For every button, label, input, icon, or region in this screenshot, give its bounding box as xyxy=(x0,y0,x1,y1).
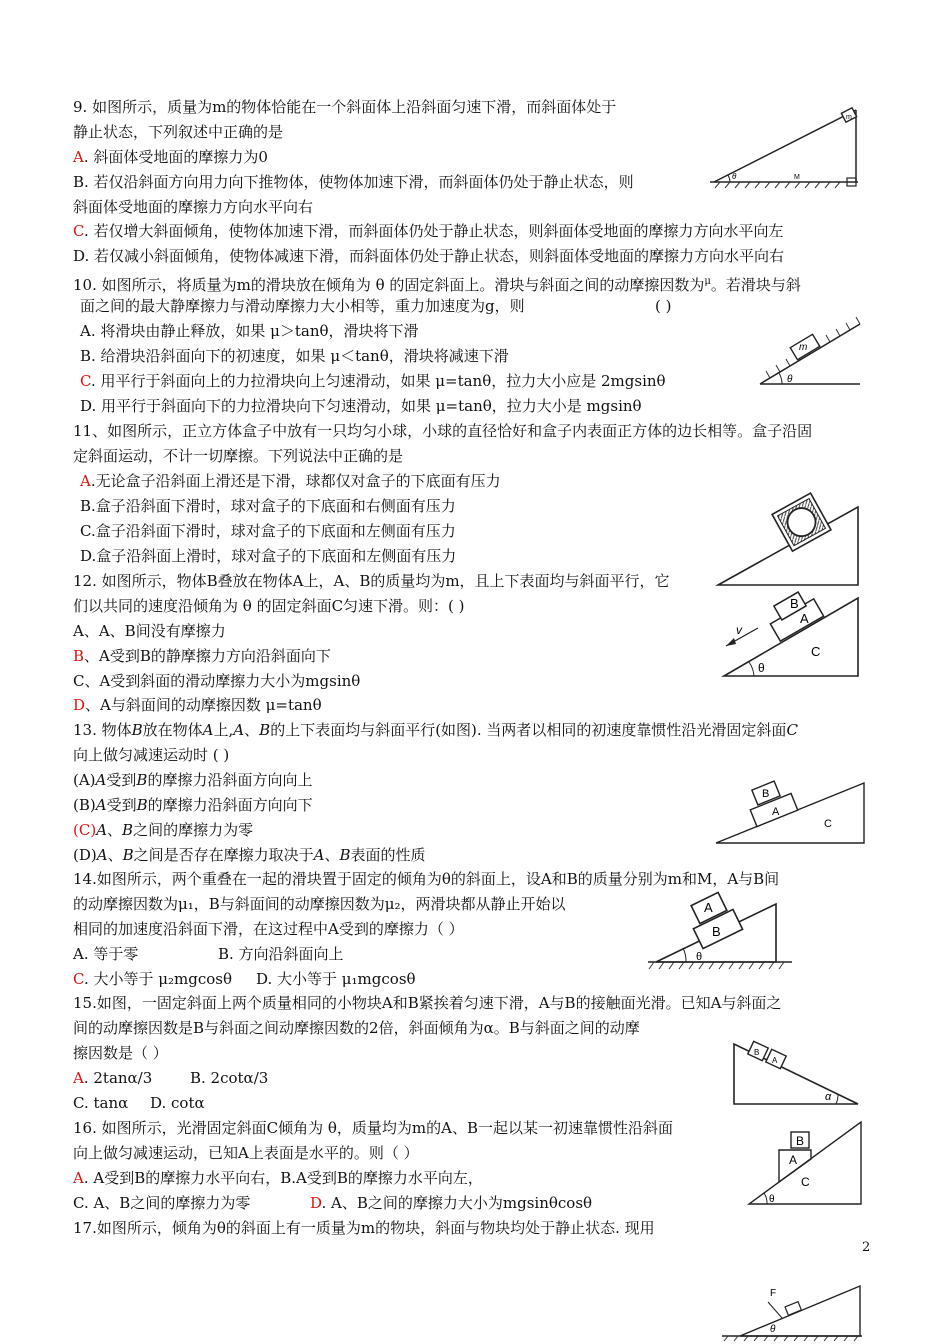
q14-fig-B: B xyxy=(712,924,721,939)
q10-option-c-mark: C xyxy=(80,372,91,390)
q15-stem-line2: 间的动摩擦因数是B与斜面之间动摩擦因数的2倍，斜面倾角为α。B与斜面之间的动摩 xyxy=(73,1019,640,1037)
q13-fig-C: C xyxy=(824,818,832,830)
q13-a-B: B xyxy=(136,771,148,789)
q13-fig-A: A xyxy=(772,806,780,818)
q13-d-label: (D) xyxy=(73,846,97,864)
q9-fig-M: M xyxy=(794,174,800,181)
q13-c-A: A xyxy=(96,821,108,839)
q13-option-d xyxy=(73,846,426,865)
q13-a-mid: 受到 xyxy=(106,771,137,789)
q12-fig-theta: θ xyxy=(758,661,765,675)
q12-option-d-mark: D xyxy=(73,696,86,714)
q12-option-d xyxy=(73,696,322,715)
q9-option-a-mark: A xyxy=(73,148,84,166)
q9-option-c-mark: C xyxy=(73,222,84,240)
q12-option-a: A、A、B间没有摩擦力 xyxy=(73,622,226,640)
q12-fig-B: B xyxy=(790,596,799,611)
q11-option-a-text: .无论盒子沿斜面上滑还是下滑，球都仅对盒子的下底面有压力 xyxy=(90,472,501,490)
q13-stem-A2: A xyxy=(233,721,245,739)
q13-stem-d: 、 xyxy=(244,721,260,739)
q13-c-label: (C) xyxy=(73,821,97,839)
q13-d-A2: A xyxy=(313,846,325,864)
q16-fig-C: C xyxy=(801,1175,810,1189)
q12-option-b xyxy=(73,647,331,666)
q11-figure xyxy=(714,485,864,589)
q13-c-B: B xyxy=(122,821,134,839)
q10-stem-a: 10. 如图所示，将质量为m的滑块放在倾角为 θ 的固定斜面上。滑块与斜面之间的动摩擦因数为 xyxy=(73,276,705,294)
q17-stem-line1: 17.如图所示，倾角为θ的斜面上有一质量为m的物块，斜面与物块均处于静止状态. 现用 xyxy=(73,1219,655,1237)
q13-stem-C: C xyxy=(786,721,798,739)
q12-figure xyxy=(714,590,864,682)
q10-fig-m: m xyxy=(799,342,808,353)
q16-option-a xyxy=(73,1169,483,1188)
q16-option-a-text: . A受到B的摩擦力水平向右，B.A受到B的摩擦力水平向左， xyxy=(83,1169,483,1187)
q13-d-mid2: 之间是否存在摩擦力取决于 xyxy=(133,846,314,864)
q10-option-c xyxy=(80,372,666,391)
q16-option-d xyxy=(310,1194,592,1213)
q9-fig-theta: θ xyxy=(732,172,737,181)
q13-stem-e: 的上下表面均与斜面平行(如图). 当两者以相同的初速度靠惯性沿光滑固定斜面 xyxy=(270,721,787,739)
q12-fig-A: A xyxy=(800,611,809,626)
q13-b-B: B xyxy=(136,796,148,814)
q13-stem-A: A xyxy=(202,721,214,739)
q11-option-a-mark: A xyxy=(80,472,91,490)
q16-option-d-mark: D xyxy=(310,1194,322,1212)
q13-d-text: 表面的性质 xyxy=(350,846,426,864)
q13-d-A: A xyxy=(96,846,108,864)
q12-option-b-mark: B xyxy=(73,647,85,665)
q12-fig-C: C xyxy=(811,644,821,659)
q13-a-text: 的摩擦力沿斜面方向向上 xyxy=(147,771,313,789)
q13-option-b xyxy=(73,796,313,815)
q15-fig-alpha: α xyxy=(825,1091,832,1103)
q9-stem-line1: 9. 如图所示，质量为m的物体恰能在一个斜面体上沿斜面匀速下滑，而斜面体处于 xyxy=(73,98,617,116)
q15-option-a-mark: A xyxy=(73,1069,84,1087)
q15-option-a-text: . 2tanα/3 xyxy=(83,1069,153,1087)
q15-option-b: B. 2cotα/3 xyxy=(190,1069,269,1087)
q9-option-b-line2: 斜面体受地面的摩擦力方向水平向右 xyxy=(73,198,314,216)
q13-d-B2: B xyxy=(339,846,351,864)
q16-option-d-text: . A、B之间的摩擦力大小为mgsinθcosθ xyxy=(321,1194,593,1212)
q11-option-a xyxy=(80,472,501,491)
q13-stem-c: 上, xyxy=(213,721,234,739)
q15-figure xyxy=(730,1038,864,1110)
q12-stem-line2: 们以共同的速度沿倾角为 θ 的固定斜面C匀速下滑。则：( ) xyxy=(73,597,465,615)
q10-option-d: D. 用平行于斜面向下的力拉滑块向下匀速滑动，如果 μ=tanθ，拉力大小是 mgsinθ xyxy=(80,397,642,415)
q10-stem-c: 面之间的最大静摩擦力与滑动摩擦力大小相等，重力加速度为g，则 xyxy=(80,297,525,315)
q15-stem-line1: 15.如图，一固定斜面上两个质量相同的小物块A和B紧挨着匀速下滑，A与B的接触面光滑。已知A与斜面之 xyxy=(73,994,782,1012)
q11-option-b: B.盒子沿斜面下滑时，球对盒子的下底面和右侧面有压力 xyxy=(80,497,456,515)
q13-stem-b: 放在物体 xyxy=(142,721,203,739)
q9-figure xyxy=(706,108,866,190)
q14-option-c xyxy=(73,970,232,989)
q10-stem-b: 。若滑块与斜 xyxy=(710,276,801,294)
q10-mu-symbol: μ xyxy=(704,276,711,287)
q10-option-b: B. 给滑块沿斜面向下的初速度，如果 μ＜tanθ，滑块将减速下滑 xyxy=(80,347,509,365)
q9-stem-line2: 静止状态，下列叙述中正确的是 xyxy=(73,123,284,141)
q16-figure xyxy=(745,1116,865,1208)
q11-stem-line2: 定斜面运动，不计一切摩擦。下列说法中正确的是 xyxy=(73,447,404,465)
q11-stem-line1: 11、如图所示，正立方体盒子中放有一只均匀小球，小球的直径恰好和盒子内表面正方体的边长相等。盒子沿固 xyxy=(73,422,813,440)
q13-d-mid: 、 xyxy=(107,846,123,864)
q13-d-mid3: 、 xyxy=(324,846,340,864)
q9-option-c-text: . 若仅增大斜面倾角，使物体加速下滑，而斜面体仍处于静止状态，则斜面体受地面的摩擦力方向水平向左 xyxy=(83,222,784,240)
q14-option-d: D. 大小等于 μ₁mgcosθ xyxy=(256,970,416,988)
q16-stem-line2: 向上做匀减速运动，已知A上表面是水平的。则（ ） xyxy=(73,1144,419,1162)
q13-c-text: 之间的摩擦力为零 xyxy=(133,821,254,839)
q14-option-c-text: . 大小等于 μ₂mgcosθ xyxy=(83,970,233,988)
q13-a-A: A xyxy=(95,771,107,789)
q15-fig-A: A xyxy=(772,1056,778,1065)
q15-fig-B: B xyxy=(754,1048,760,1057)
q17-figure xyxy=(720,1282,866,1342)
q10-option-c-text: . 用平行于斜面向上的力拉滑块向上匀速滑动，如果 μ=tanθ，拉力大小应是 2mgsinθ xyxy=(90,372,666,390)
q13-b-mid: 受到 xyxy=(106,796,137,814)
q13-a-label: (A) xyxy=(73,771,96,789)
q15-option-c: C. tanα xyxy=(73,1094,129,1112)
q13-stem-line2: 向上做匀减速运动时 ( ) xyxy=(73,746,230,764)
q13-stem-B: B xyxy=(131,721,143,739)
q14-stem-line2: 的动摩擦因数为μ₁，B与斜面间的动摩擦因数为μ₂，两滑块都从静止开始以 xyxy=(73,895,566,913)
q11-option-c: C.盒子沿斜面下滑时，球对盒子的下底面和左侧面有压力 xyxy=(80,522,456,540)
q9-option-b-line1: B. 若仅沿斜面方向用力向下推物体，使物体加速下滑，而斜面体仍处于静止状态，则 xyxy=(73,173,634,191)
q11-option-d: D.盒子沿斜面上滑时，球对盒子的下底面和左侧面有压力 xyxy=(80,547,457,565)
q14-fig-A: A xyxy=(704,900,713,915)
q10-figure xyxy=(754,320,866,392)
q12-option-b-text: 、A受到B的静摩擦力方向沿斜面向下 xyxy=(84,647,331,665)
q10-answer-bracket: ( ) xyxy=(655,297,672,315)
q16-stem-line1: 16. 如图所示，光滑固定斜面C倾角为 θ，质量均为m的A、B一起以某一初速靠惯性沿斜面 xyxy=(73,1119,673,1137)
q13-fig-B: B xyxy=(762,788,770,800)
q14-stem-line1: 14.如图所示，两个重叠在一起的滑块置于固定的倾角为θ的斜面上，设A和B的质量分别为m和M，A与B间 xyxy=(73,870,780,888)
q13-d-B: B xyxy=(122,846,134,864)
q9-option-d: D. 若仅减小斜面倾角，使物体减速下滑，而斜面体仍处于静止状态，则斜面体受地面的摩擦力方向水平向右 xyxy=(73,247,785,265)
q13-stem-line1 xyxy=(73,721,798,740)
q14-option-c-mark: C xyxy=(73,970,84,988)
q16-fig-theta: θ xyxy=(769,1194,775,1205)
q10-stem-line1 xyxy=(73,272,801,295)
q13-option-a xyxy=(73,771,312,790)
q13-b-A: A xyxy=(95,796,107,814)
q14-option-a: A. 等于零 xyxy=(73,945,139,963)
q13-option-c xyxy=(73,821,253,840)
q14-figure xyxy=(646,890,796,972)
q12-fig-v: v xyxy=(736,623,742,637)
q17-fig-theta: θ xyxy=(770,1324,776,1335)
q12-option-c: C、A受到斜面的滑动摩擦力大小为mgsinθ xyxy=(73,672,361,690)
q16-fig-A: A xyxy=(789,1153,798,1167)
q16-option-a-mark: A xyxy=(73,1169,84,1187)
page-number: 2 xyxy=(862,1240,871,1255)
q14-stem-line3: 相同的加速度沿斜面下滑，在这过程中A受到的摩擦力（ ） xyxy=(73,920,464,938)
q16-fig-B: B xyxy=(796,1134,805,1148)
q13-stem-a: 13. 物体 xyxy=(73,721,132,739)
q9-option-a xyxy=(73,148,268,167)
q9-option-c xyxy=(73,222,784,241)
q16-option-c: C. A、B之间的摩擦力为零 xyxy=(73,1194,251,1212)
q12-option-d-text: 、A与斜面间的动摩擦因数 μ=tanθ xyxy=(85,696,322,714)
q15-option-a xyxy=(73,1069,152,1088)
q13-c-mid: 、 xyxy=(107,821,123,839)
q13-b-text: 的摩擦力沿斜面方向向下 xyxy=(147,796,313,814)
q15-option-d: D. cotα xyxy=(150,1094,205,1112)
q14-fig-theta: θ xyxy=(696,951,703,963)
q9-fig-m: m xyxy=(846,114,852,121)
q9-option-a-text: . 斜面体受地面的摩擦力为0 xyxy=(83,148,268,166)
q13-figure xyxy=(712,775,868,847)
q10-fig-theta: θ xyxy=(787,374,793,385)
q13-b-label: (B) xyxy=(73,796,96,814)
q14-option-b: B. 方向沿斜面向上 xyxy=(218,945,344,963)
q17-fig-F: F xyxy=(770,1288,777,1299)
q13-stem-B2: B xyxy=(259,721,271,739)
q10-stem-line2 xyxy=(80,297,672,316)
q15-stem-line3: 擦因数是（ ） xyxy=(73,1044,168,1062)
q12-stem-line1: 12. 如图所示，物体B叠放在物体A上，A、B的质量均为m，且上下表面均与斜面平行，它 xyxy=(73,572,670,590)
q10-option-a: A. 将滑块由静止释放，如果 μ＞tanθ，滑块将下滑 xyxy=(80,322,419,340)
